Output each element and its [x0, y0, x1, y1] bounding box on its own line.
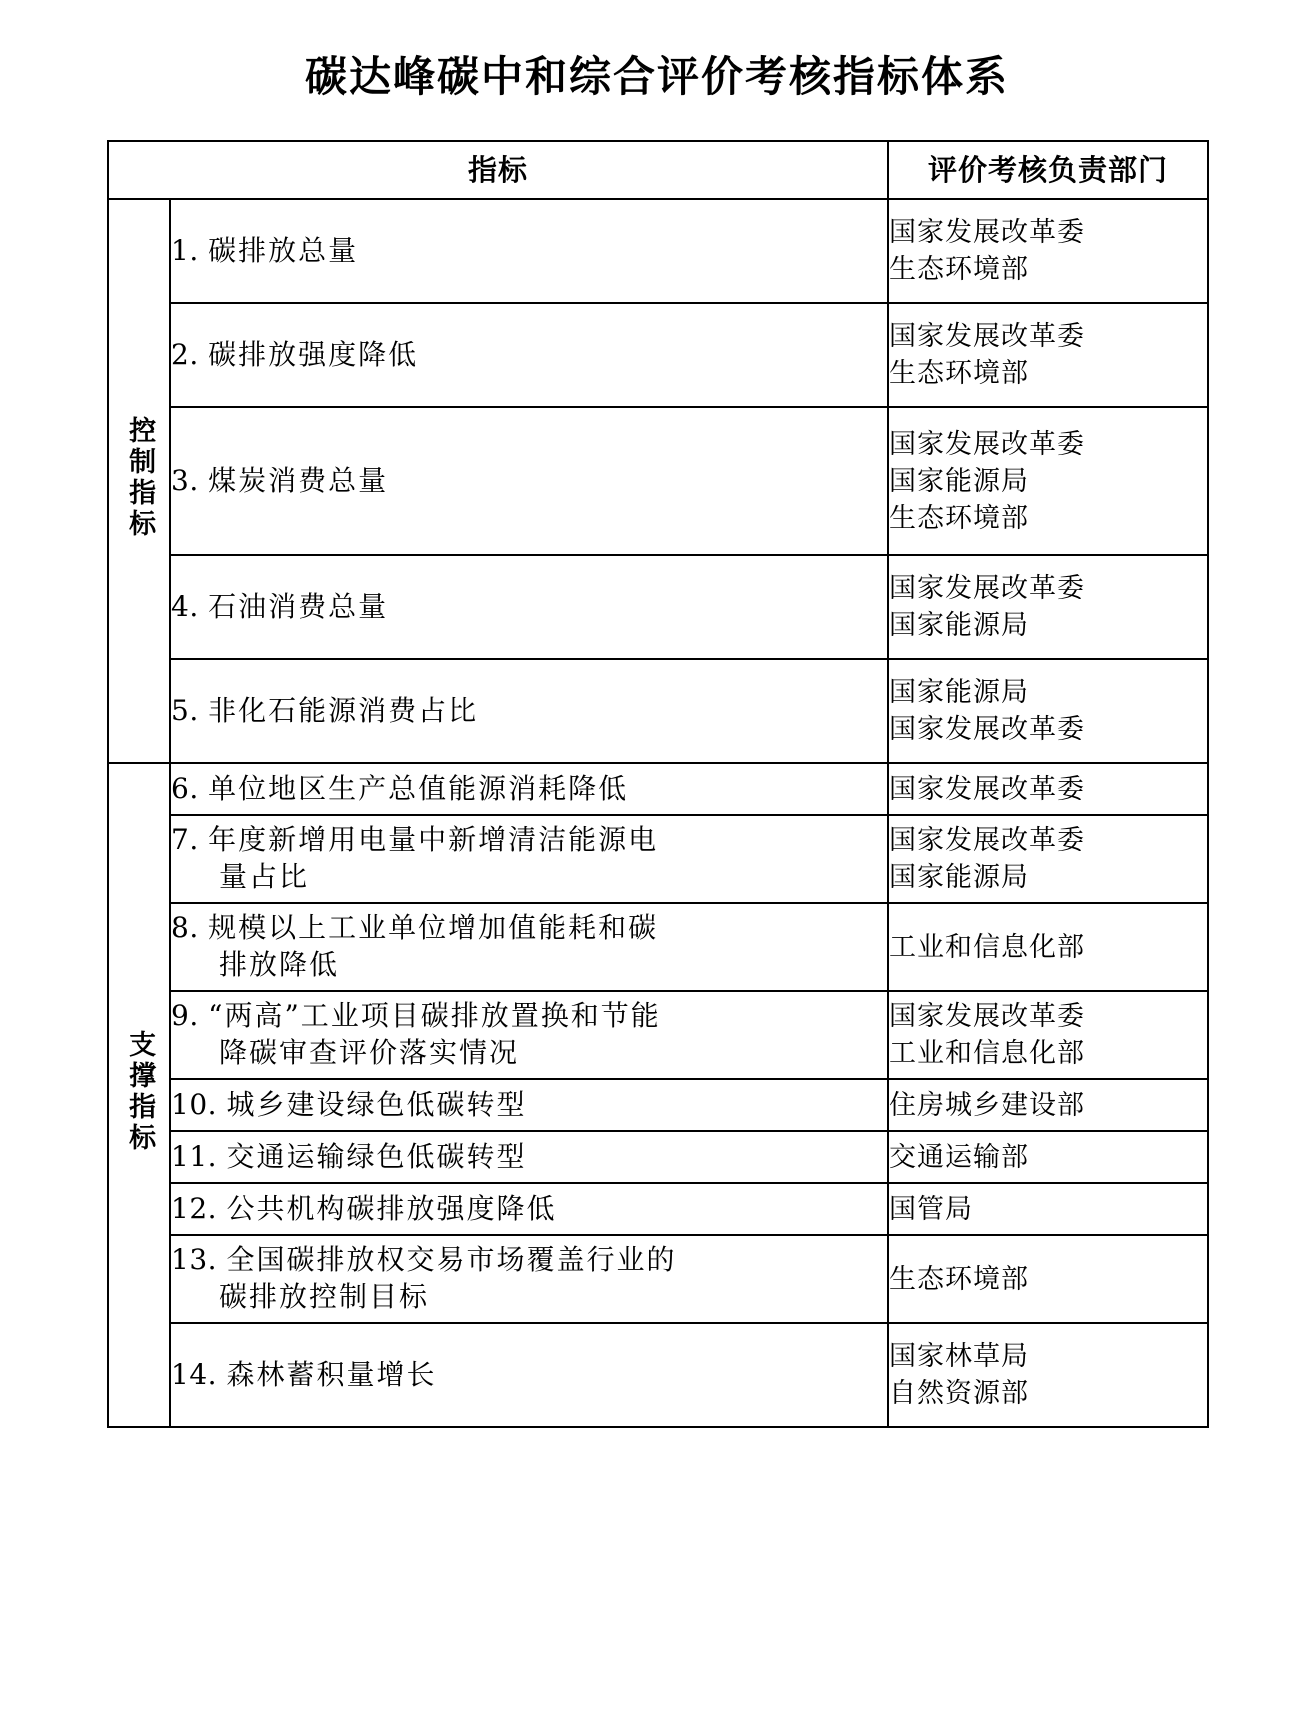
- indicator-cell-14: [170, 1323, 888, 1427]
- table-row: [108, 1323, 1208, 1427]
- indicator-number: 2.: [171, 337, 199, 371]
- table-row: [108, 659, 1208, 763]
- department-name: 国家能源局: [889, 465, 1030, 497]
- category-control-label: 控制指标: [124, 415, 156, 540]
- department-cell-13: [888, 1235, 1208, 1323]
- indicator-table: [107, 140, 1209, 1428]
- table-row: [108, 407, 1208, 555]
- department-cell-6: [888, 763, 1208, 815]
- indicator-number: 12.: [171, 1191, 218, 1225]
- indicator-text: 公共机构碳排放强度降低: [226, 1191, 557, 1225]
- indicator-text: 全国碳排放权交易市场覆盖行业的: [226, 1243, 677, 1277]
- indicator-number: 14.: [171, 1357, 218, 1391]
- indicator-text: 年度新增用电量中新增清洁能源电: [208, 823, 659, 857]
- department-cell-5: [888, 659, 1208, 763]
- indicator-cell-1: [170, 199, 888, 303]
- indicator-cell-2: [170, 303, 888, 407]
- department-name: 工业和信息化部: [889, 931, 1086, 963]
- indicator-cell-5: [170, 659, 888, 763]
- indicator-number: 4.: [171, 589, 199, 623]
- document-page: [0, 52, 1314, 1727]
- department-cell-8: [888, 903, 1208, 991]
- department-name: 国家能源局: [889, 862, 1030, 894]
- indicator-number: 6.: [171, 771, 199, 805]
- indicator-cell-7: [170, 815, 888, 903]
- table-row: [108, 1131, 1208, 1183]
- department-cell-2: [888, 303, 1208, 407]
- indicator-text: 城乡建设绿色低碳转型: [226, 1087, 527, 1121]
- table-row: [108, 1235, 1208, 1323]
- department-cell-4: [888, 555, 1208, 659]
- indicator-text-line2: 降碳审查评价落实情况: [219, 1036, 520, 1070]
- indicator-number: 8.: [171, 911, 199, 945]
- indicator-text-line2: 碳排放控制目标: [219, 1280, 430, 1314]
- table-row: [108, 1079, 1208, 1131]
- department-name: 自然资源部: [889, 1378, 1030, 1410]
- indicator-text: 石油消费总量: [208, 589, 389, 623]
- indicator-text-line2: 排放降低: [219, 948, 340, 982]
- indicator-cell-6: [170, 763, 888, 815]
- indicator-text: 非化石能源消费占比: [208, 693, 479, 727]
- indicator-cell-3: [170, 407, 888, 555]
- header-department: 评价考核负责部门: [888, 141, 1208, 199]
- department-name: 交通运输部: [889, 1141, 1030, 1173]
- indicator-cell-4: [170, 555, 888, 659]
- indicator-cell-13: [170, 1235, 888, 1323]
- department-name: 国家能源局: [889, 677, 1030, 709]
- indicator-cell-8: [170, 903, 888, 991]
- department-cell-7: [888, 815, 1208, 903]
- department-name: 国家发展改革委: [889, 1001, 1086, 1033]
- indicator-cell-10: [170, 1079, 888, 1131]
- indicator-number: 7.: [171, 823, 199, 857]
- table-row: [108, 199, 1208, 303]
- indicator-cell-9: [170, 991, 888, 1079]
- indicator-number: 3.: [171, 463, 199, 497]
- table-row: [108, 303, 1208, 407]
- department-name: 国家发展改革委: [889, 825, 1086, 857]
- table-row: [108, 1183, 1208, 1235]
- department-name: 住房城乡建设部: [889, 1089, 1086, 1121]
- indicator-cell-11: [170, 1131, 888, 1183]
- department-name: 国管局: [889, 1193, 974, 1225]
- indicator-number: 10.: [171, 1087, 218, 1121]
- indicator-table-container: [107, 140, 1207, 1428]
- department-name: 国家发展改革委: [889, 573, 1086, 605]
- department-name: 工业和信息化部: [889, 1038, 1086, 1070]
- category-support-label: 支撑指标: [124, 1029, 156, 1154]
- indicator-number: 9.: [171, 999, 199, 1033]
- department-name: 生态环境部: [889, 1263, 1030, 1295]
- department-name: 生态环境部: [889, 254, 1030, 286]
- indicator-text-line2: 量占比: [219, 860, 310, 894]
- indicator-number: 11.: [171, 1139, 218, 1173]
- indicator-cell-12: [170, 1183, 888, 1235]
- indicator-text: 碳排放总量: [208, 233, 359, 267]
- department-name: 生态环境部: [889, 503, 1030, 535]
- department-name: 国家能源局: [889, 610, 1030, 642]
- indicator-text: 规模以上工业单位增加值能耗和碳: [208, 911, 659, 945]
- indicator-text: 交通运输绿色低碳转型: [226, 1139, 527, 1173]
- category-control: [108, 199, 170, 763]
- page-title: 碳达峰碳中和综合评价考核指标体系: [304, 52, 1009, 101]
- indicator-number: 1.: [171, 233, 199, 267]
- department-cell-3: [888, 407, 1208, 555]
- table-row: [108, 903, 1208, 991]
- indicator-text: 单位地区生产总值能源消耗降低: [208, 771, 629, 805]
- department-cell-10: [888, 1079, 1208, 1131]
- indicator-text: “两高”工业项目碳排放置换和节能: [208, 999, 661, 1033]
- department-name: 生态环境部: [889, 358, 1030, 390]
- department-cell-9: [888, 991, 1208, 1079]
- table-row: [108, 763, 1208, 815]
- department-cell-12: [888, 1183, 1208, 1235]
- department-name: 国家发展改革委: [889, 773, 1086, 805]
- indicator-text: 森林蓄积量增长: [226, 1357, 437, 1391]
- department-cell-1: [888, 199, 1208, 303]
- department-cell-14: [888, 1323, 1208, 1427]
- indicator-number: 13.: [171, 1243, 218, 1277]
- table-row: [108, 555, 1208, 659]
- department-name: 国家发展改革委: [889, 714, 1086, 746]
- table-header-row: [108, 141, 1208, 199]
- department-cell-11: [888, 1131, 1208, 1183]
- department-name: 国家发展改革委: [889, 321, 1086, 353]
- indicator-text: 煤炭消费总量: [208, 463, 389, 497]
- indicator-number: 5.: [171, 693, 199, 727]
- indicator-text: 碳排放强度降低: [208, 337, 419, 371]
- department-name: 国家林草局: [889, 1341, 1030, 1373]
- table-row: [108, 815, 1208, 903]
- department-name: 国家发展改革委: [889, 217, 1086, 249]
- department-name: 国家发展改革委: [889, 428, 1086, 460]
- header-indicator: 指标: [108, 141, 888, 199]
- table-row: [108, 991, 1208, 1079]
- category-support: [108, 763, 170, 1427]
